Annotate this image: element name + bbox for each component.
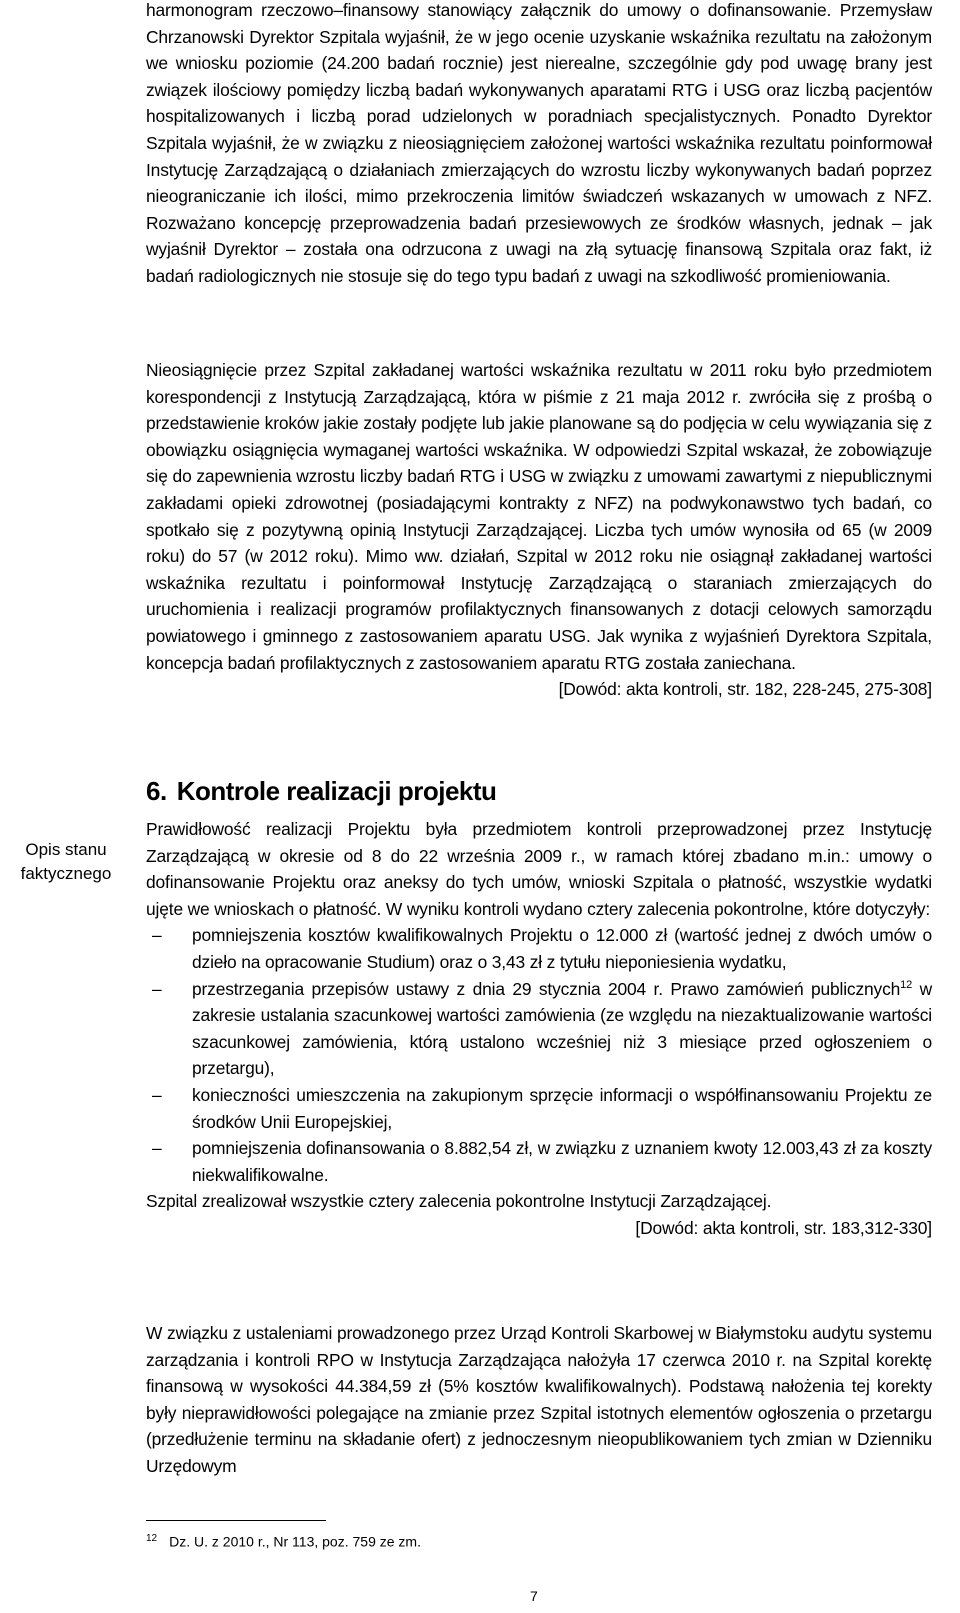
footnote-divider: [146, 1520, 326, 1521]
section-number: 6.: [146, 776, 167, 806]
footnote-text: Dz. U. z 2010 r., Nr 113, poz. 759 ze zm.: [169, 1533, 421, 1550]
paragraph-text: Prawidłowość realizacji Projektu była przedmiotem kontroli przeprowadzonej przez Instytucję Zarządzającą w okresie od 8 do 22 września 2009 r., w ramach której zbadano m.in.: umowy o dofinansowanie Projektu oraz aneksy do tych umów, wnioski Szpitala o płatność, wszystkie wydatki ujęte we wnioskach o płatność. W wyniku kontroli wydano cztery zalecenia pokontrolne, które dotyczyły:: [146, 819, 932, 919]
list-item-text: przestrzegania przepisów ustawy z dnia 29 stycznia 2004 r. Prawo zamówień publicznych: [192, 978, 901, 999]
paragraph-text: harmonogram rzeczowo–finansowy stanowiący załącznik do umowy o dofinansowanie. Przemysław Chrzanowski Dyrektor Szpitala wyjaśnił, że w jego ocenie uzyskanie wskaźnika rezultatu na założonym we wniosku poziomie (24.200 badań rocznie) jest nierealne, szczególnie gdy pod uwagę brany jest związek ilościowy pomiędzy liczbą badań wykonywanych aparatami RTG i USG oraz liczbą pacjentów hospitalizowanych i liczbą porad udzielonych w poradniach specjalistycznych. Ponadto Dyrektor Szpitala wyjaśnił, że w związku z nieosiągnięciem założonej wartości wskaźnika rezultatu poinformował Instytucję Zarządzającą o działaniach zmierzających do wzrostu liczby wykonywanych badań poprzez nieograniczanie ich ilości, mimo przekroczenia limitów świadczeń wskazanych w umowach z NFZ. Rozważano koncepcję przeprowadzenia badań przesiewowych ze środków własnych, jednak – jak wyjaśnił Dyrektor – została ona odrzucona z uwagi na złą sytuację finansową Szpitala oraz fakt, iż badań radiologicznych nie stosuje się do tego typu badań z uwagi na szkodliwość promieniowania.: [146, 0, 932, 286]
evidence-reference: [Dowód: akta kontroli, str. 183,312-330]: [635, 1217, 932, 1238]
body-paragraph-1: [146, 0, 932, 290]
footnote-number: 12: [146, 1533, 158, 1544]
list-item-text-cont: w zakresie ustalania szacunkowej wartości zamówienia (ze względu na niezaktualizowanie wartości szacunkowej zamówienia, którą ustalono wcześniej niż 3 miesiące przed ogłoszeniem o przetargu),: [192, 978, 932, 1079]
body-paragraph-4: [146, 1320, 932, 1480]
section-title: Kontrole realizacji projektu: [176, 776, 497, 806]
section-heading: [146, 774, 496, 808]
body-paragraph-2: [146, 357, 932, 703]
footnote-ref: 12: [900, 978, 913, 991]
list-item: – konieczności umieszczenia na zakupionym sprzęcie informacji o współfinansowaniu Projektu ze środków Unii Europejskiej,: [146, 1082, 932, 1135]
list-item: – pomniejszenia dofinansowania o 8.882,54 zł, w związku z uznaniem kwoty 12.003,43 zł za koszty niekwalifikowalne.: [146, 1135, 932, 1188]
margin-label: Opis stanu faktycznego: [20, 840, 112, 883]
page-number: 7: [530, 1588, 538, 1604]
paragraph-text: Nieosiągnięcie przez Szpital zakładanej wartości wskaźnika rezultatu w 2011 roku było przedmiotem korespondencji z Instytucją Zarządzającą, która w piśmie z 21 maja 2012 r. zwróciła się z prośbą o przedstawienie kroków jakie zostały podjęte lub jakie planowane są do podjęcia w celu wywiązania się z obowiązku osiągnięcia wymaganej wartości wskaźnika. W odpowiedzi Szpital wskazał, że zobowiązuje się do zapewnienia wzrostu liczby badań RTG i USG w związku z umowami zawartymi z niepublicznymi zakładami opieki zdrowotnej (posiadającymi kontrakty z NFZ) na podwykonawstwo tych badań, co spotkało się z pozytywną opinią Instytucji Zarządzającej. Liczba tych umów wynosiła od 65 (w 2009 roku) do 57 (w 2012 roku). Mimo ww. działań, Szpital w 2012 roku nie osiągnął zakładanej wartości wskaźnika rezultatu i poinformował Instytucję Zarządzającą o staraniach zmierzających do uruchomienia i realizacji programów profilaktycznych finansowanych z dotacji celowych samorządu powiatowego i gminnego z zastosowaniem aparatu USG. Jak wynika z wyjaśnień Dyrektora Szpitala, koncepcja badań profilaktycznych z zastosowaniem aparatu RTG została zaniechana.: [146, 360, 932, 673]
body-paragraph-3: [146, 816, 932, 1242]
evidence-reference: [Dowód: akta kontroli, str. 182, 228-245, 275-308]: [558, 679, 932, 700]
paragraph-text: Szpital zrealizował wszystkie cztery zalecenia pokontrolne Instytucji Zarządzającej.: [146, 1191, 772, 1212]
list-item: [146, 976, 932, 1082]
recommendations-list: [146, 922, 932, 1188]
paragraph-text: W związku z ustaleniami prowadzonego przez Urząd Kontroli Skarbowej w Białymstoku audytu systemu zarządzania i kontroli RPO w Instytucja Zarządzająca nałożyła 17 czerwca 2010 r. na Szpital korektę finansową w wysokości 44.384,59 zł (5% kosztów kwalifikowalnych). Podstawą nałożenia tej korekty były nieprawidłowości polegające na zmianie przez Szpital istotnych elementów ogłoszenia o przetargu (przedłużenie terminu na składanie ofert) z jednoczesnym nieopublikowaniem tych zmian w Dzienniku Urzędowym: [146, 1323, 932, 1476]
list-item: – pomniejszenia kosztów kwalifikowalnych Projektu o 12.000 zł (wartość jednej z dwóch umów o dzieło na opracowanie Studium) oraz o 3,43 zł z tytułu nieponiesienia wydatku,: [146, 922, 932, 975]
footnote: [146, 1530, 421, 1551]
